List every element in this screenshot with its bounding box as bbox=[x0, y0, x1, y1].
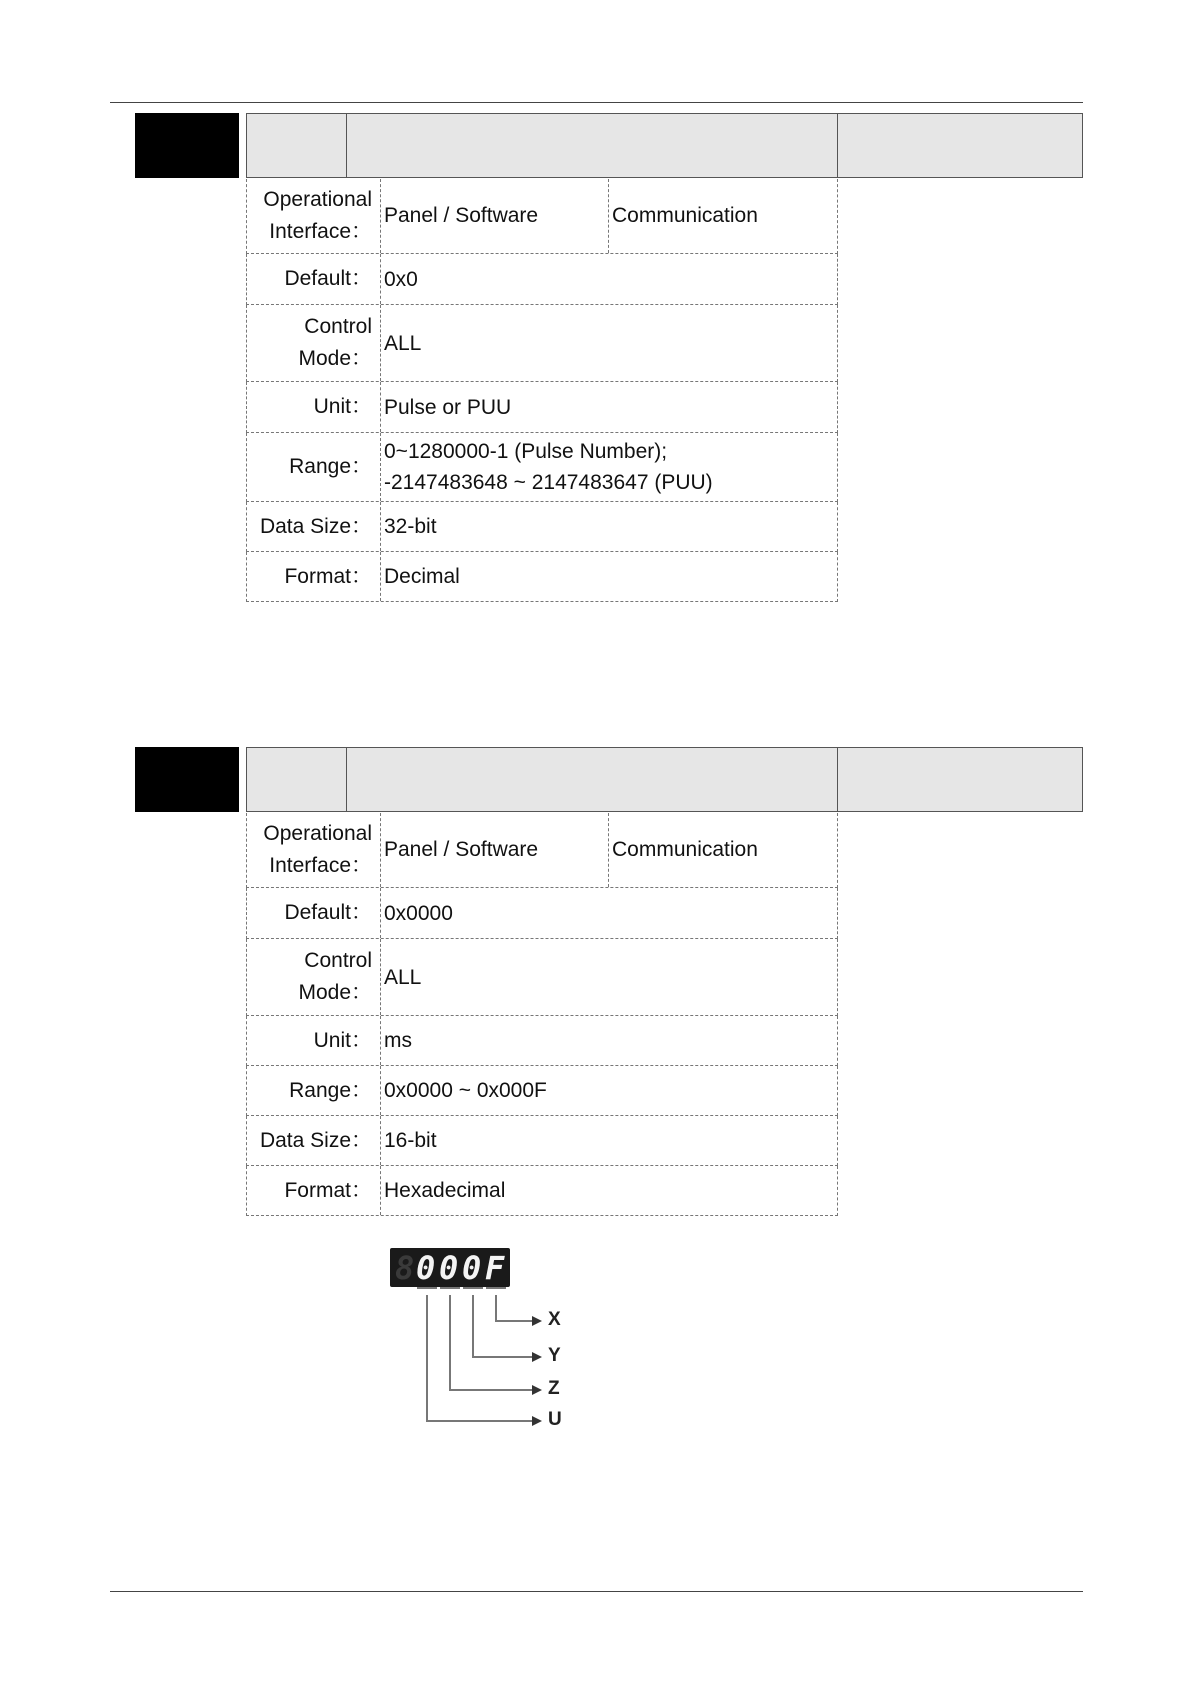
default-label: Default： bbox=[247, 254, 381, 304]
unit-row bbox=[246, 382, 838, 433]
data-size-row bbox=[246, 1116, 838, 1166]
interface-label: Operational Interface： bbox=[247, 813, 381, 887]
control-mode-label: Control Mode： bbox=[247, 305, 381, 381]
interface-panel: Panel / Software bbox=[384, 813, 609, 887]
default-value: 0x0000 bbox=[384, 901, 453, 925]
header-address-cell bbox=[247, 114, 347, 177]
range-label: Range： bbox=[247, 1066, 381, 1115]
format-label: Format： bbox=[247, 552, 381, 601]
unit-label: Unit： bbox=[247, 1016, 381, 1065]
default-row bbox=[246, 888, 838, 939]
default-label: Default： bbox=[247, 888, 381, 938]
display-digit-ghost: 8 bbox=[395, 1249, 415, 1287]
u-arrowhead bbox=[532, 1416, 542, 1426]
header-name-cell bbox=[347, 114, 838, 177]
parameter-header bbox=[246, 747, 1083, 812]
control-mode-row bbox=[246, 939, 838, 1016]
data-size-label: Data Size： bbox=[247, 502, 381, 551]
range-value-line-1: 0~1280000-1 (Pulse Number); bbox=[384, 440, 668, 463]
data-size-value: 32-bit bbox=[384, 515, 437, 538]
display-digit-y: 0 bbox=[462, 1249, 482, 1287]
unit-value: Pulse or PUU bbox=[384, 395, 512, 419]
z-arrowhead bbox=[532, 1385, 542, 1395]
interface-panel: Panel / Software bbox=[384, 179, 609, 253]
interface-communication: Communication bbox=[612, 204, 758, 227]
header-rule bbox=[110, 102, 1083, 103]
digit-label-x: X bbox=[548, 1309, 561, 1330]
display-digit-x: F bbox=[485, 1249, 505, 1287]
y-connector bbox=[473, 1295, 532, 1357]
data-size-row bbox=[246, 502, 838, 552]
format-value: Decimal bbox=[384, 565, 460, 588]
format-value: Hexadecimal bbox=[384, 1179, 506, 1202]
unit-row bbox=[246, 1016, 838, 1066]
default-row bbox=[246, 254, 838, 305]
parameter-header bbox=[246, 113, 1083, 178]
x-arrowhead bbox=[532, 1316, 542, 1326]
control-mode-row bbox=[246, 305, 838, 382]
footer-rule bbox=[110, 1591, 1083, 1592]
interface-communication: Communication bbox=[612, 838, 758, 861]
y-arrowhead bbox=[532, 1352, 542, 1362]
default-value: 0x0 bbox=[384, 267, 418, 291]
control-mode-label: Control Mode： bbox=[247, 939, 381, 1015]
control-mode-value: ALL bbox=[384, 965, 422, 989]
format-row bbox=[246, 1166, 838, 1216]
seven-segment-display bbox=[390, 1248, 510, 1287]
digit-label-z: Z bbox=[548, 1378, 560, 1399]
range-value bbox=[384, 433, 837, 501]
format-label: Format： bbox=[247, 1166, 381, 1215]
parameter-info-table bbox=[246, 179, 838, 602]
x-connector bbox=[496, 1295, 532, 1321]
parameter-number-box bbox=[135, 113, 239, 178]
parameter-number-box bbox=[135, 747, 239, 812]
range-row bbox=[246, 433, 838, 502]
z-connector bbox=[450, 1295, 532, 1390]
unit-value: ms bbox=[384, 1029, 412, 1052]
data-size-label: Data Size： bbox=[247, 1116, 381, 1165]
digit-mapping-diagram bbox=[380, 1285, 560, 1445]
data-size-value: 16-bit bbox=[384, 1129, 437, 1152]
digit-label-u: U bbox=[548, 1409, 562, 1430]
interface-row bbox=[246, 179, 838, 254]
range-row bbox=[246, 1066, 838, 1116]
display-digit-u: 0 bbox=[416, 1249, 436, 1287]
range-label: Range： bbox=[247, 433, 381, 501]
range-value: 0x0000 ~ 0x000F bbox=[384, 1079, 547, 1102]
parameter-info-table bbox=[246, 813, 838, 1216]
interface-row bbox=[246, 813, 838, 888]
unit-label: Unit： bbox=[247, 382, 381, 432]
header-address-cell bbox=[247, 748, 347, 811]
interface-label: Operational Interface： bbox=[247, 179, 381, 253]
range-value-line-2: -2147483648 ~ 2147483647 (PUU) bbox=[384, 471, 713, 494]
header-name-cell bbox=[347, 748, 838, 811]
format-row bbox=[246, 552, 838, 602]
digit-label-y: Y bbox=[548, 1345, 561, 1366]
display-digit-z: 0 bbox=[439, 1249, 459, 1287]
control-mode-value: ALL bbox=[384, 331, 422, 355]
